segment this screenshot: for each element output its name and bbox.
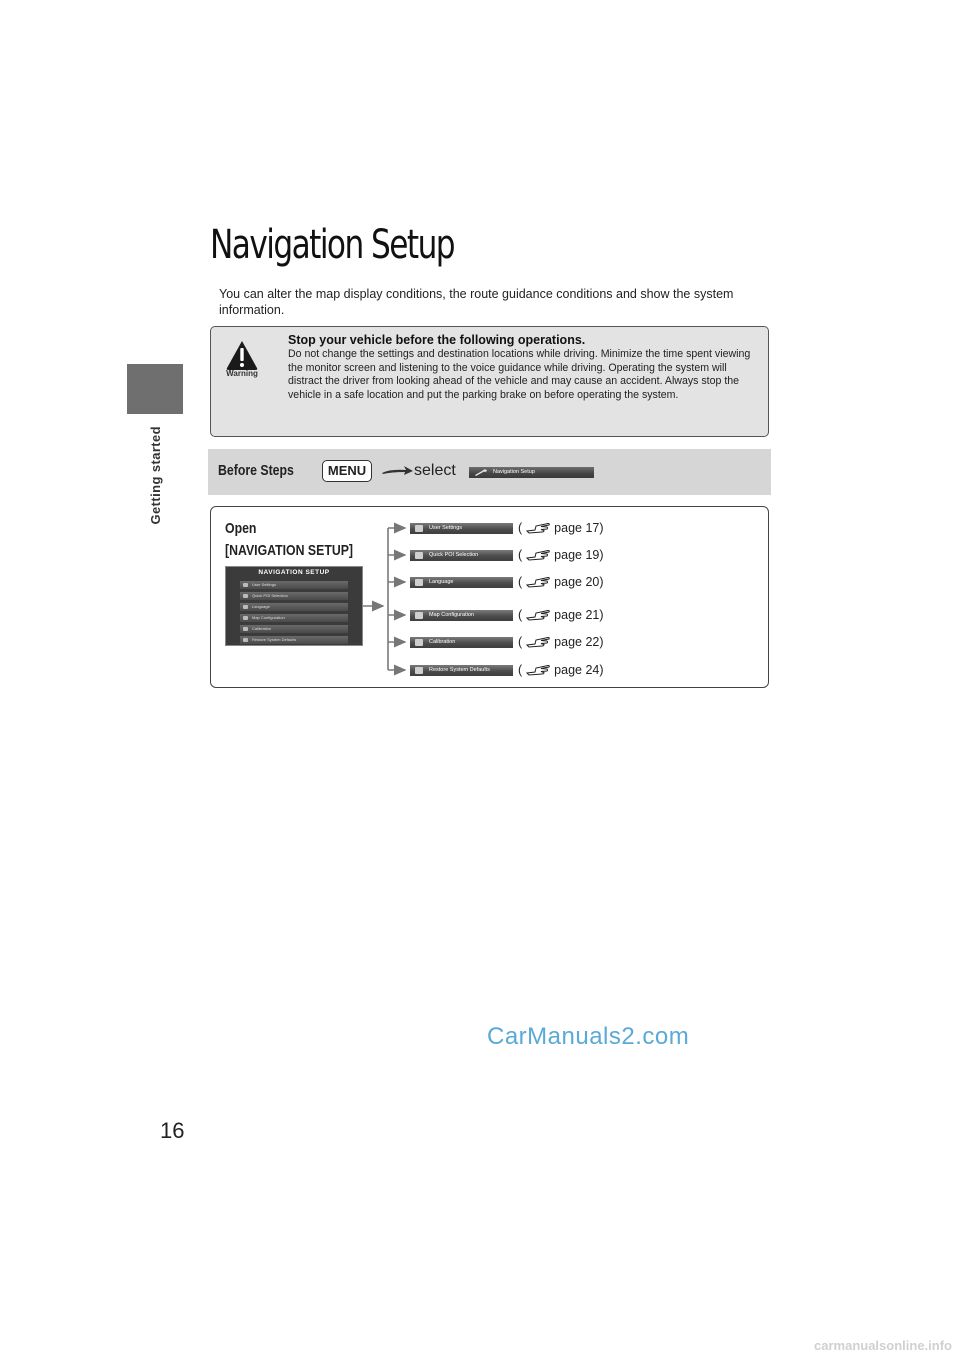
page-number: 16	[160, 1118, 185, 1143]
watermark-logo: CarManuals2.com	[487, 1023, 690, 1050]
warning-label: Warning	[226, 369, 258, 378]
before-steps-label: Before Steps	[218, 462, 294, 479]
screen-item: Restore System Defaults	[240, 636, 348, 644]
arrow-right-icon	[380, 464, 414, 476]
page-reference: ( page 19 )	[518, 548, 604, 562]
page-reference: ( page 20 )	[518, 575, 604, 589]
screen-item: User Settings	[240, 581, 348, 589]
pointing-hand-icon	[526, 636, 552, 648]
pointing-hand-icon	[526, 664, 552, 676]
warning-heading: Stop your vehicle before the following operations.	[288, 333, 586, 347]
person-icon	[415, 525, 423, 532]
page-reference: ( page 17 )	[518, 521, 604, 535]
info-icon	[415, 639, 423, 646]
navigation-setup-button	[469, 467, 594, 478]
pointing-hand-icon	[526, 549, 552, 561]
speech-bubbles-icon	[415, 579, 423, 586]
option-restore-system-defaults: Restore System Defaults	[410, 665, 513, 676]
pointing-hand-icon	[526, 522, 552, 534]
screen-item: Map Configuration	[240, 614, 348, 622]
before-steps-bar	[208, 449, 771, 495]
option-map-configuration: Map Configuration	[410, 610, 513, 621]
warning-triangle-icon	[225, 339, 259, 371]
warning-box	[210, 326, 769, 437]
navigation-setup-button-label: Navigation Setup	[493, 469, 535, 475]
menu-key: MENU	[322, 460, 372, 482]
page-reference: ( page 21 )	[518, 608, 604, 622]
page-title: Navigation Setup	[210, 222, 455, 268]
pointing-hand-icon	[526, 609, 552, 621]
page-reference: ( page 24 )	[518, 663, 604, 677]
option-quick-poi-selection: Quick POI Selection	[410, 550, 513, 561]
footer-site-watermark: carmanualsonline.info	[814, 1338, 952, 1353]
screen-item: Calibration	[240, 625, 348, 633]
screen-item: Language	[240, 603, 348, 611]
intro-paragraph: You can alter the map display conditions, the route guidance conditions and show the system information.	[219, 287, 734, 317]
navigation-setup-flow	[210, 506, 769, 688]
pointing-hand-icon	[526, 576, 552, 588]
open-line1: Open	[225, 520, 257, 537]
option-calibration: Calibration	[410, 637, 513, 648]
option-language: Language	[410, 577, 513, 588]
wrench-icon	[475, 469, 487, 476]
page-reference: ( page 22 )	[518, 635, 604, 649]
section-tab-marker	[127, 364, 183, 414]
restore-icon	[415, 667, 423, 674]
select-word: select	[414, 462, 456, 479]
option-user-settings: User Settings	[410, 523, 513, 534]
poi-icon	[415, 552, 423, 559]
flow-connector-lines	[211, 507, 770, 689]
screen-item: Quick POI Selection	[240, 592, 348, 600]
map-icon	[415, 612, 423, 619]
section-label: Getting started	[147, 426, 163, 525]
warning-body: Do not change the settings and destination locations while driving. Minimize the time spent viewing the monitor screen and listening to the voice guidance while driving. Operating the system will distract the driver from looking ahead of the vehicle and may cause an accident. Always stop the vehicle in a safe location and put the parking brake on before operating the system.	[288, 348, 751, 401]
open-line2: [NAVIGATION SETUP]	[225, 542, 354, 559]
screen-title: NAVIGATION SETUP	[258, 569, 330, 576]
